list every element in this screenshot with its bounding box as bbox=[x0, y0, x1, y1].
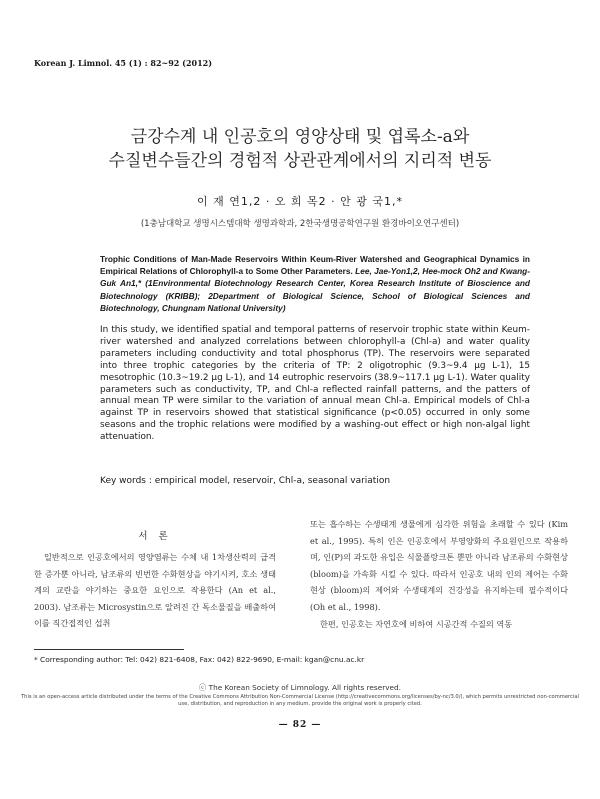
intro-right-paragraph-1: 또는 흡수하는 수생태계 생물에게 심각한 위험을 초래할 수 있다 (Kim et al., 1995). 특히 인은 인공호에서 부영양화의 주요원인으로 작용하며, 인(P)의 과도한 유입은 식물플랑크톤 뿐만 아니라 남조류의 수화현상 (bloom)을 가속화 시킬 수 있다. 따라서 인공호 내의 인의 제어는 수화현상 (bloom)의 제어와 수생태계의 건강성을 유지하는데 필수적이다 (Oh et al., 1998). bbox=[310, 519, 568, 612]
journal-header: Korean J. Limnol. 45 (1) : 82~92 (2012) bbox=[34, 58, 212, 68]
license-notice: This is an open-access article distributed under the terms of the Creative Commons Attribution Non-Commercial License (http://creativecommons.org/licenses/by-nc/3.0/), which permits unrestricted non-commercial use, distribution, and reproduction in any medium, provide the original work is properly cited. bbox=[21, 694, 579, 707]
intro-right-column bbox=[310, 516, 568, 632]
section-heading-introduction: 서 론 bbox=[138, 531, 172, 542]
copyright-notice: ⓒ The Korean Society of Limnology. All rights reserved. bbox=[199, 683, 401, 692]
paper-title-line-1: 금강수계 내 인공호의 영양상태 및 엽록소-a와 bbox=[130, 127, 470, 147]
page-number: — 82 — bbox=[278, 720, 322, 730]
footnote-divider bbox=[34, 649, 184, 650]
corresponding-author-footnote: * Corresponding author: Tel: 042) 821-6408, Fax: 042) 822-9690, E-mail: kgan@cnu.ac.kr bbox=[34, 655, 365, 664]
keywords: Key words : empirical model, reservoir, Chl-a, seasonal variation bbox=[100, 476, 391, 486]
english-title: Trophic Conditions of Man-Made Reservoirs Within Keum-River Watershed and Geographical Dynamics in Empirical Relations of Chlorophyll-a to Some Other Parameters. bbox=[100, 254, 530, 277]
korean-authors: 이 재 연1,2 · 오 희 목2 · 안 광 국1,* bbox=[196, 195, 404, 208]
intro-right-paragraph-2: 한편, 인공호는 자연호에 비하여 시공간적 수질의 역동 bbox=[320, 618, 513, 629]
korean-affiliation: (1충남대학교 생명시스템대학 생명과학과, 2한국생명공학연구원 환경바이오연구센터) bbox=[140, 219, 460, 229]
english-authors: Lee, Jae-Yon1,2, Hee-mock Oh2 and Kwang-Guk An1,* bbox=[100, 266, 530, 289]
paper-title bbox=[0, 125, 600, 173]
paper-title-line-2: 수질변수들간의 경험적 상관관계에서의 지리적 변동 bbox=[108, 151, 492, 171]
english-affiliation: (1Environmental Biotechnology Research Center, Korea Research Institute of Bioscience and Biotechnology (KRIBB); 2Department of Biological Science, School of Biological Sciences and Biotechnology, Chungnam National University) bbox=[100, 278, 530, 313]
abstract: In this study, we identified spatial and temporal patterns of reservoir trophic state within Keum-river watershed and analyzed correlations between chlorophyll-a (Chl-a) and water quality parameters including conductivity and total phosphorus (TP). The reservoirs were separated into three trophic categories by the criteria of TP: 2 oligotrophic (9.3~9.4 μg L-1), 15 mesotrophic (10.3~19.2 μg L-1), and 14 eutrophic reservoirs (38.9~117.1 μg L-1). Water quality parameters such as conductivity, TP, and Chl-a reflected rainfall patterns, and the patters of annual mean TP were similar to the variation of annual mean Chl-a. Empirical models of Chl-a against TP in reservoirs showed that statistical significance (p<0.05) occurred in only some seasons and the trophic relations were modified by a washing-out effect or high non-algal light attenuation. bbox=[100, 325, 530, 443]
intro-left-column: 일반적으로 인공호에서의 영양염류는 수체 내 1차생산력의 급격한 증가뿐 아니라, 남조류의 빈번한 수화현상을 야기시켜, 호소 생태계의 교란을 야기하는 중요한 요인으로 작용한다 (An et al., 2003). 남조류는 Microsystin으로 알려진 간 독소물질을 배출하여 이를 직간접적인 섭취 bbox=[34, 552, 276, 629]
english-title-block bbox=[100, 253, 530, 314]
